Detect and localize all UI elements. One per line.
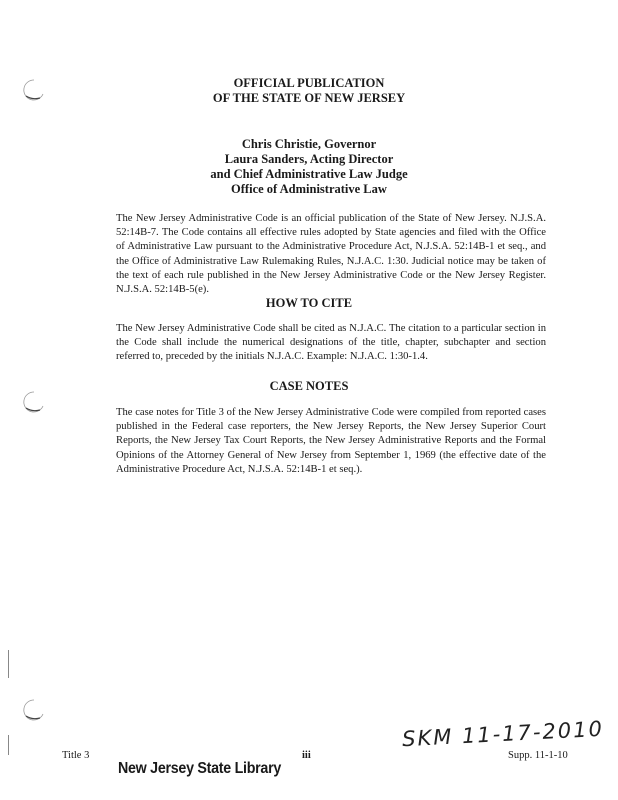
official-line: and Chief Administrative Law Judge [210, 167, 408, 181]
officials-block [0, 137, 618, 197]
case-notes-heading: CASE NOTES [269, 379, 349, 393]
official-line: Office of Administrative Law [231, 182, 387, 196]
publication-header [0, 76, 618, 106]
scan-edge-mark [8, 735, 9, 755]
footer-title-label: Title 3 [62, 750, 90, 761]
official-line: Chris Christie, Governor [241, 137, 377, 151]
library-stamp: New Jersey State Library [118, 760, 282, 777]
official-line: Laura Sanders, Acting Director [224, 152, 394, 166]
header-line-2: OF THE STATE OF NEW JERSEY [212, 91, 406, 105]
handwritten-note: SKM 11-17-2010 [401, 716, 605, 752]
footer-supplement: Supp. 11-1-10 [508, 750, 568, 761]
footer-page-number: iii [302, 750, 311, 761]
intro-paragraph: The New Jersey Administrative Code is an official publication of the State of New Jersey. N.J.S.A. 52:14B-7. The Code contains all effective rules adopted by State agencies and filed with the Office of Administrative Law pursuant to the Administrative Procedure Act, N.J.S.A. 52:14B-1 et seq., and the Office of Administrative Law Rulemaking Rules, N.J.A.C. 1:30. Judicial notice may be taken of the text of each rule published in the New Jersey Administrative Code or the New Jersey Register. N.J.S.A. 52:14B-5(e). [116, 213, 546, 296]
punch-hole-icon [22, 698, 46, 722]
how-to-cite-paragraph: The New Jersey Administrative Code shall be cited as N.J.A.C. The citation to a particular section in the Code shall include the numerical designations of the title, chapter, subchapter and section referred to, preceded by the initials N.J.A.C. Example: N.J.A.C. 1:30-1.4. [116, 323, 546, 363]
scan-edge-mark [8, 650, 9, 678]
case-notes-paragraph: The case notes for Title 3 of the New Jersey Administrative Code were compiled from reported cases published in the Federal case reporters, the New Jersey Reports, the New Jersey Superior Court Reports, the New Jersey Tax Court Reports, the New Jersey Administrative Reports and the Formal Opinions of the Attorney General of New Jersey from September 1, 1969 (the effective date of the Administrative Procedure Act, N.J.S.A. 52:14B-1 et seq.). [116, 407, 546, 475]
header-line-1: OFFICIAL PUBLICATION [233, 76, 385, 90]
how-to-cite-heading: HOW TO CITE [265, 296, 353, 310]
